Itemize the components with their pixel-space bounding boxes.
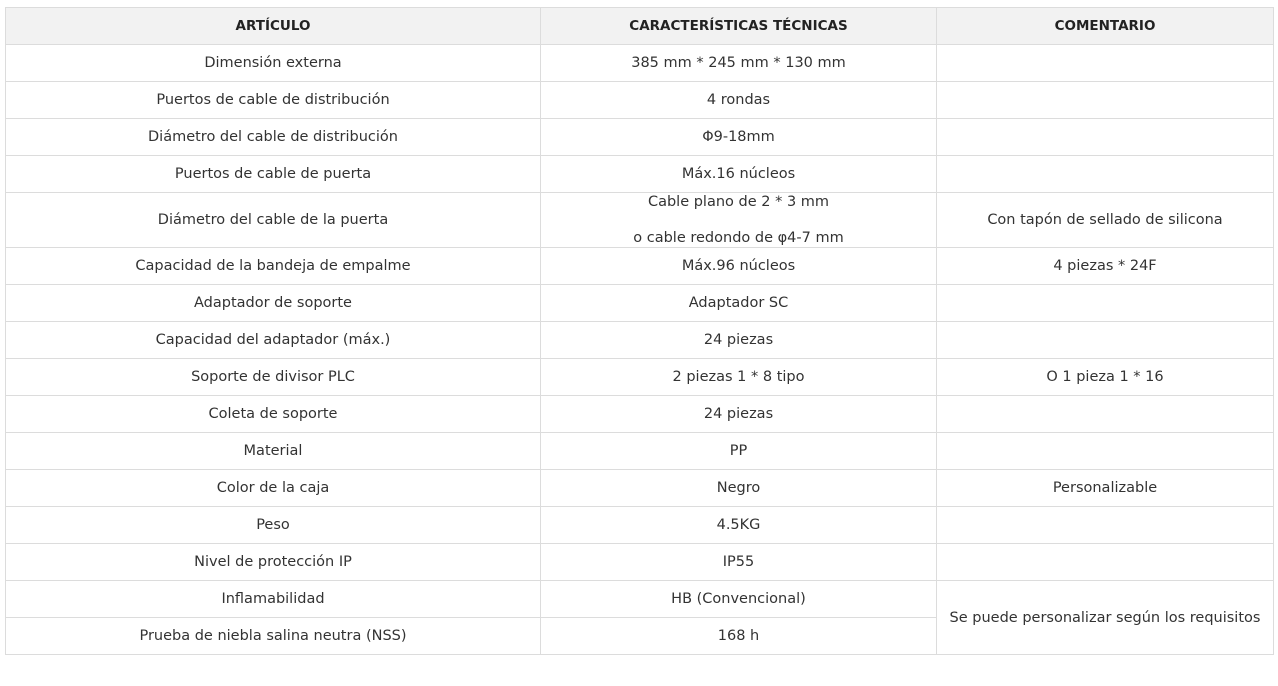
item-cell: Adaptador de soporte (6, 285, 541, 322)
table-row (6, 581, 1274, 618)
spec-cell: Adaptador SC (541, 285, 937, 322)
comment-cell (937, 156, 1274, 193)
spec-cell: Máx.96 núcleos (541, 248, 937, 285)
spec-line-1: Cable plano de 2 * 3 mm (647, 194, 830, 210)
table-row (6, 507, 1274, 544)
comment-cell (937, 285, 1274, 322)
comment-cell (937, 322, 1274, 359)
item-cell: Material (6, 433, 541, 470)
spec-cell: 24 piezas (541, 322, 937, 359)
item-cell: Prueba de niebla salina neutra (NSS) (6, 618, 541, 655)
table-row (6, 470, 1274, 507)
spec-cell: 2 piezas 1 * 8 tipo (541, 359, 937, 396)
spec-cell: 4.5KG (541, 507, 937, 544)
table-row (6, 322, 1274, 359)
table-row (6, 433, 1274, 470)
item-cell: Inflamabilidad (6, 581, 541, 618)
header-comment: COMENTARIO (937, 8, 1274, 45)
table-row (6, 156, 1274, 193)
spec-cell: 24 piezas (541, 396, 937, 433)
comment-cell (937, 433, 1274, 470)
table-row (6, 45, 1274, 82)
comment-cell (937, 119, 1274, 156)
header-item: ARTÍCULO (6, 8, 541, 45)
comment-cell (937, 507, 1274, 544)
table-row (6, 359, 1274, 396)
item-cell: Nivel de protección IP (6, 544, 541, 581)
table-row (6, 248, 1274, 285)
spec-cell: 168 h (541, 618, 937, 655)
spec-cell: HB (Convencional) (541, 581, 937, 618)
header-spec: CARACTERÍSTICAS TÉCNICAS (541, 8, 937, 45)
spec-cell: 4 rondas (541, 82, 937, 119)
table-row (6, 396, 1274, 433)
table-row (6, 82, 1274, 119)
table-row (6, 119, 1274, 156)
comment-cell: Se puede personalizar según los requisitos (937, 581, 1274, 655)
spec-line-2: o cable redondo de φ4-7 mm (633, 230, 844, 246)
spec-cell: Máx.16 núcleos (541, 156, 937, 193)
spec-cell: PP (541, 433, 937, 470)
spec-cell: Φ9-18mm (541, 119, 937, 156)
item-cell: Diámetro del cable de la puerta (6, 193, 541, 248)
spec-cell: Negro (541, 470, 937, 507)
table-row (6, 544, 1274, 581)
comment-cell: Personalizable (937, 470, 1274, 507)
table-row (6, 193, 1274, 248)
spec-cell (541, 193, 937, 248)
item-cell: Color de la caja (6, 470, 541, 507)
spec-cell: IP55 (541, 544, 937, 581)
table-header-row (6, 8, 1274, 45)
comment-cell: 4 piezas * 24F (937, 248, 1274, 285)
comment-cell (937, 82, 1274, 119)
spec-table (5, 7, 1274, 655)
comment-cell: O 1 pieza 1 * 16 (937, 359, 1274, 396)
item-cell: Diámetro del cable de distribución (6, 119, 541, 156)
table-row (6, 285, 1274, 322)
item-cell: Puertos de cable de distribución (6, 82, 541, 119)
item-cell: Capacidad de la bandeja de empalme (6, 248, 541, 285)
comment-cell (937, 544, 1274, 581)
item-cell: Puertos de cable de puerta (6, 156, 541, 193)
item-cell: Coleta de soporte (6, 396, 541, 433)
item-cell: Capacidad del adaptador (máx.) (6, 322, 541, 359)
item-cell: Peso (6, 507, 541, 544)
item-cell: Soporte de divisor PLC (6, 359, 541, 396)
comment-cell (937, 45, 1274, 82)
spec-cell: 385 mm * 245 mm * 130 mm (541, 45, 937, 82)
comment-cell: Con tapón de sellado de silicona (937, 193, 1274, 248)
item-cell: Dimensión externa (6, 45, 541, 82)
comment-cell (937, 396, 1274, 433)
